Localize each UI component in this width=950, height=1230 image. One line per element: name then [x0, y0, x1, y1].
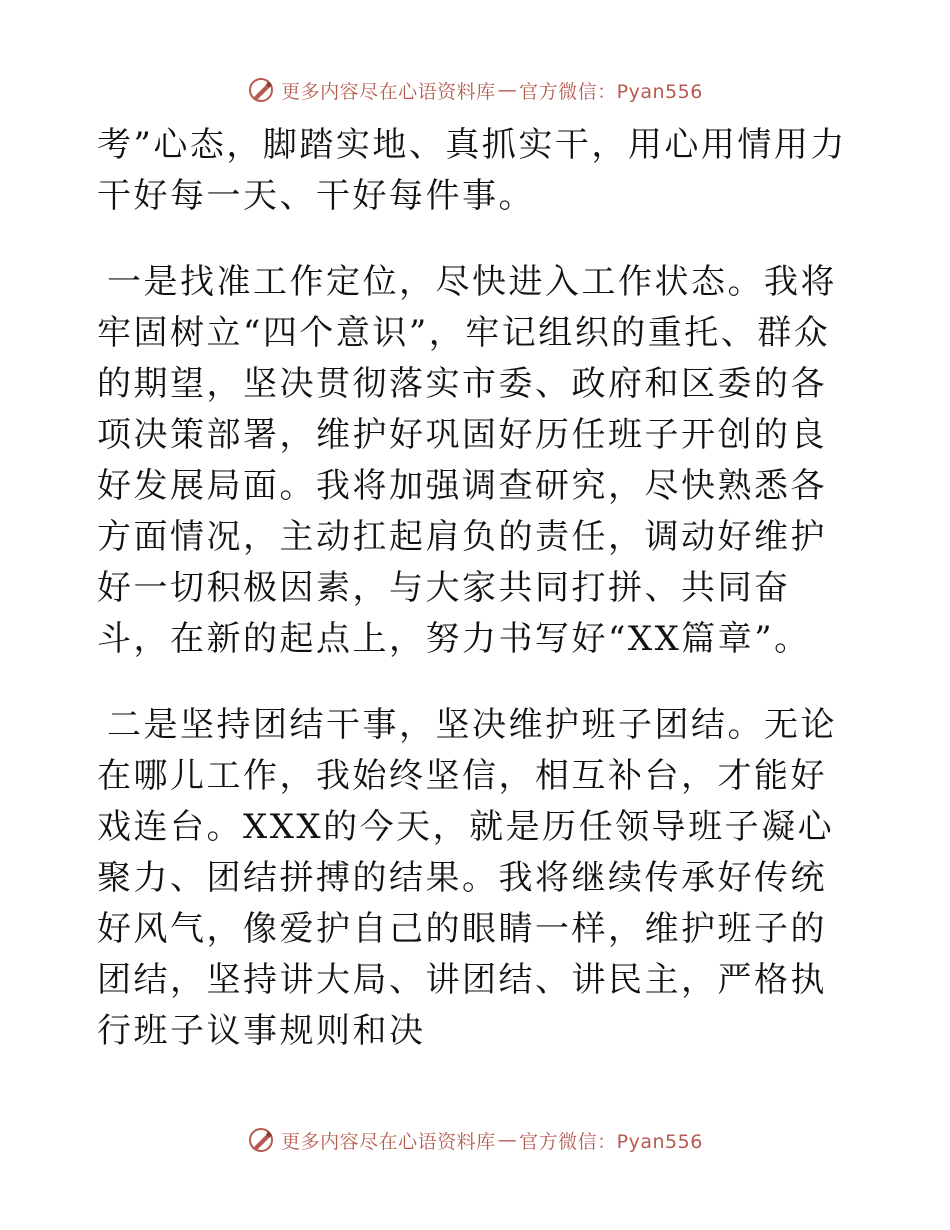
pen-logo-icon — [247, 76, 275, 104]
banner-site-text: 更多内容尽在心语资料库 — [281, 1130, 496, 1153]
paragraph-1: 考”心态，脚踏实地、真抓实干，用心用情用力干好每一天、干好每件事。 — [97, 125, 847, 216]
paragraph-2: 一是找准工作定位，尽快进入工作状态。我将牢固树立“四个意识”，牢记组织的重托、群众的期望，坚决贯彻落实市委、政府和区委的各项决策部署，维护好巩固好历任班子开创的良好发展局面。我将加强调查研究，尽快熟悉各方面情况，主动扛起肩负的责任，调动好维护好一切积极因素，与大家共同打拼、共同奋斗，在新的起点上，努力书写好“XX篇章”。 — [97, 262, 837, 659]
banner-separator: — — [497, 79, 518, 101]
banner-wechat-text: 官方微信：Pyan556 — [519, 1130, 703, 1153]
banner-separator: — — [497, 1129, 518, 1151]
pen-logo-icon — [247, 1126, 275, 1154]
header-watermark-banner — [0, 70, 950, 110]
banner-wechat-text: 官方微信：Pyan556 — [519, 80, 703, 103]
footer-watermark-banner — [0, 1120, 950, 1160]
paragraph-3: 二是坚持团结干事，坚决维护班子团结。无论在哪儿工作，我始终坚信，相互补台，才能好戏连台。XXX的今天，就是历任领导班子凝心聚力、团结拼搏的结果。我将继续传承好传统好风气，像爱护自己的眼睛一样，维护班子的团结，坚持讲大局、讲团结、讲民主，严格执行班子议事规则和决 — [97, 705, 837, 1051]
document-body — [97, 120, 857, 1057]
banner-site-text: 更多内容尽在心语资料库 — [281, 80, 496, 103]
